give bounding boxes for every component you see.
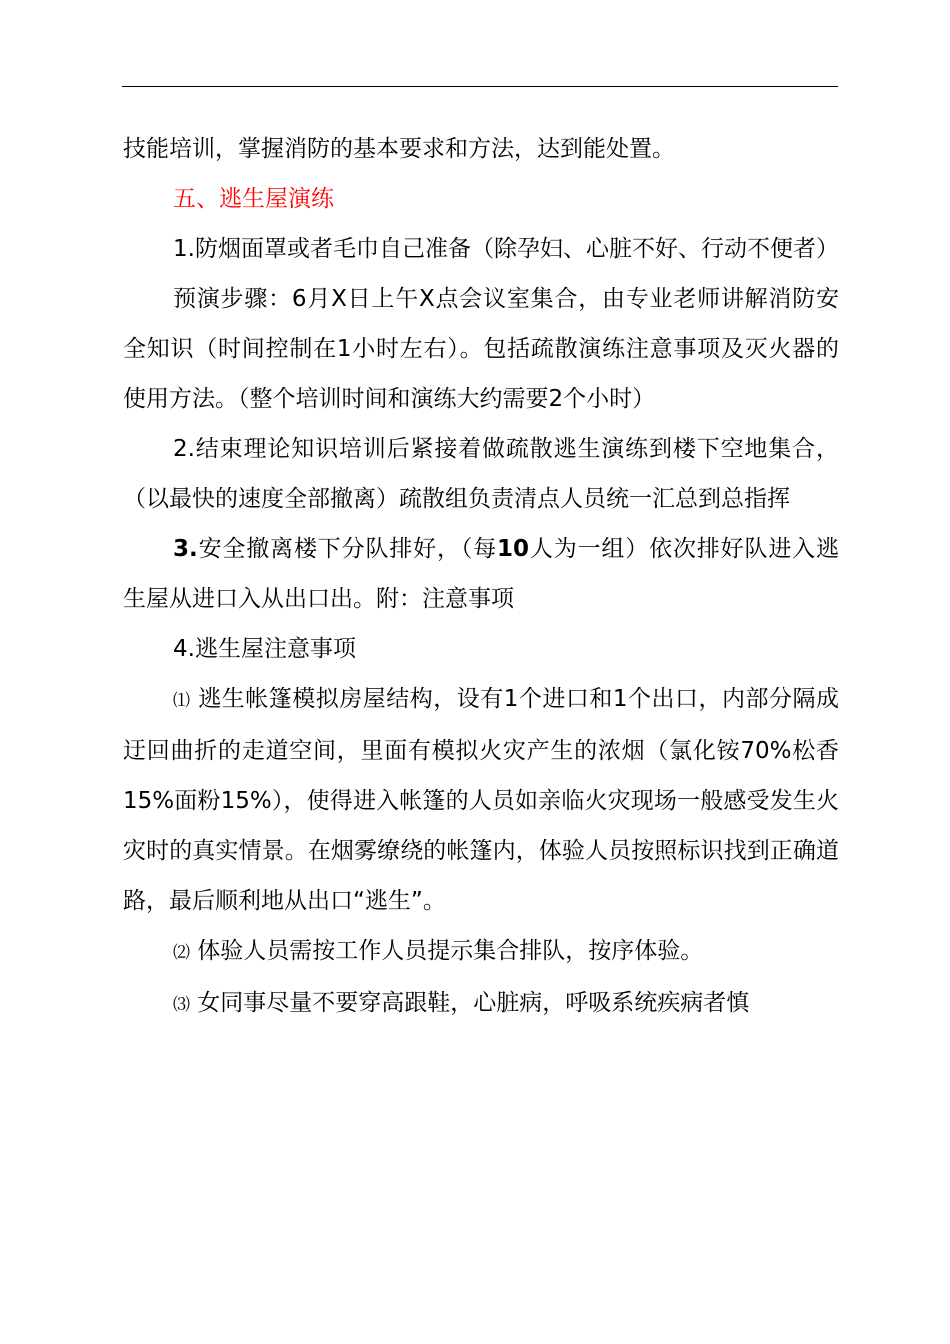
item-3-group-size: 10 <box>497 536 530 562</box>
item-3-text-a: 安全撤离楼下分队排好，（每 <box>197 536 498 562</box>
paragraph-note-1 <box>123 674 839 926</box>
paragraph-item-1: 1.防烟面罩或者毛巾自己准备（除孕妇、心脏不好、行动不便者） <box>173 236 839 262</box>
paragraph-item-3 <box>123 524 839 624</box>
note-2-text: 体验人员需按工作人员提示集合排队，按序体验。 <box>190 938 704 964</box>
header-rule <box>122 86 838 87</box>
item-3-number: 3. <box>173 536 198 562</box>
note-3-marker: ⑶ <box>173 995 190 1015</box>
paragraph-training-end: 技能培训，掌握消防的基本要求和方法，达到能处置。 <box>123 136 675 162</box>
note-1-text: 逃生帐篷模拟房屋结构，设有1个进口和1个出口，内部分隔成迂回曲折的走道空间，里面有模拟火灾产生的浓烟（氯化铵70%松香15%面粉15%），使得进入帐篷的人员如亲临火灾现场一般感受发生火灾时的真实情景。在烟雾缭绕的帐篷内，体验人员按照标识找到正确道路，最后顺利地从出口“逃生”。 <box>123 686 840 914</box>
note-3-text: 女同事尽量不要穿高跟鞋，心脏病，呼吸系统疾病者慎 <box>190 990 750 1016</box>
section-heading-escape-house-drill: 五、逃生屋演练 <box>173 186 334 212</box>
paragraph-item-2: 2.结束理论知识培训后紧接着做疏散逃生演练到楼下空地集合，（以最快的速度全部撤离）疏散组负责清点人员统一汇总到总指挥 <box>123 436 839 512</box>
paragraph-note-2 <box>123 926 839 978</box>
item-3-text-b: 人为一组）依次排好队进入逃生屋从进口入从出口出。附：注意事项 <box>123 536 840 612</box>
paragraph-item-4: 4.逃生屋注意事项 <box>173 636 356 662</box>
paragraph-note-3 <box>123 978 839 1030</box>
document-body <box>123 124 839 1030</box>
note-1-marker: ⑴ <box>173 691 191 711</box>
note-2-marker: ⑵ <box>173 943 190 963</box>
paragraph-rehearsal-steps: 预演步骤：6月X日上午X点会议室集合，由专业老师讲解消防安全知识（时间控制在1小时左右）。包括疏散演练注意事项及灭火器的使用方法。（整个培训时间和演练大约需要2个小时） <box>123 286 839 412</box>
